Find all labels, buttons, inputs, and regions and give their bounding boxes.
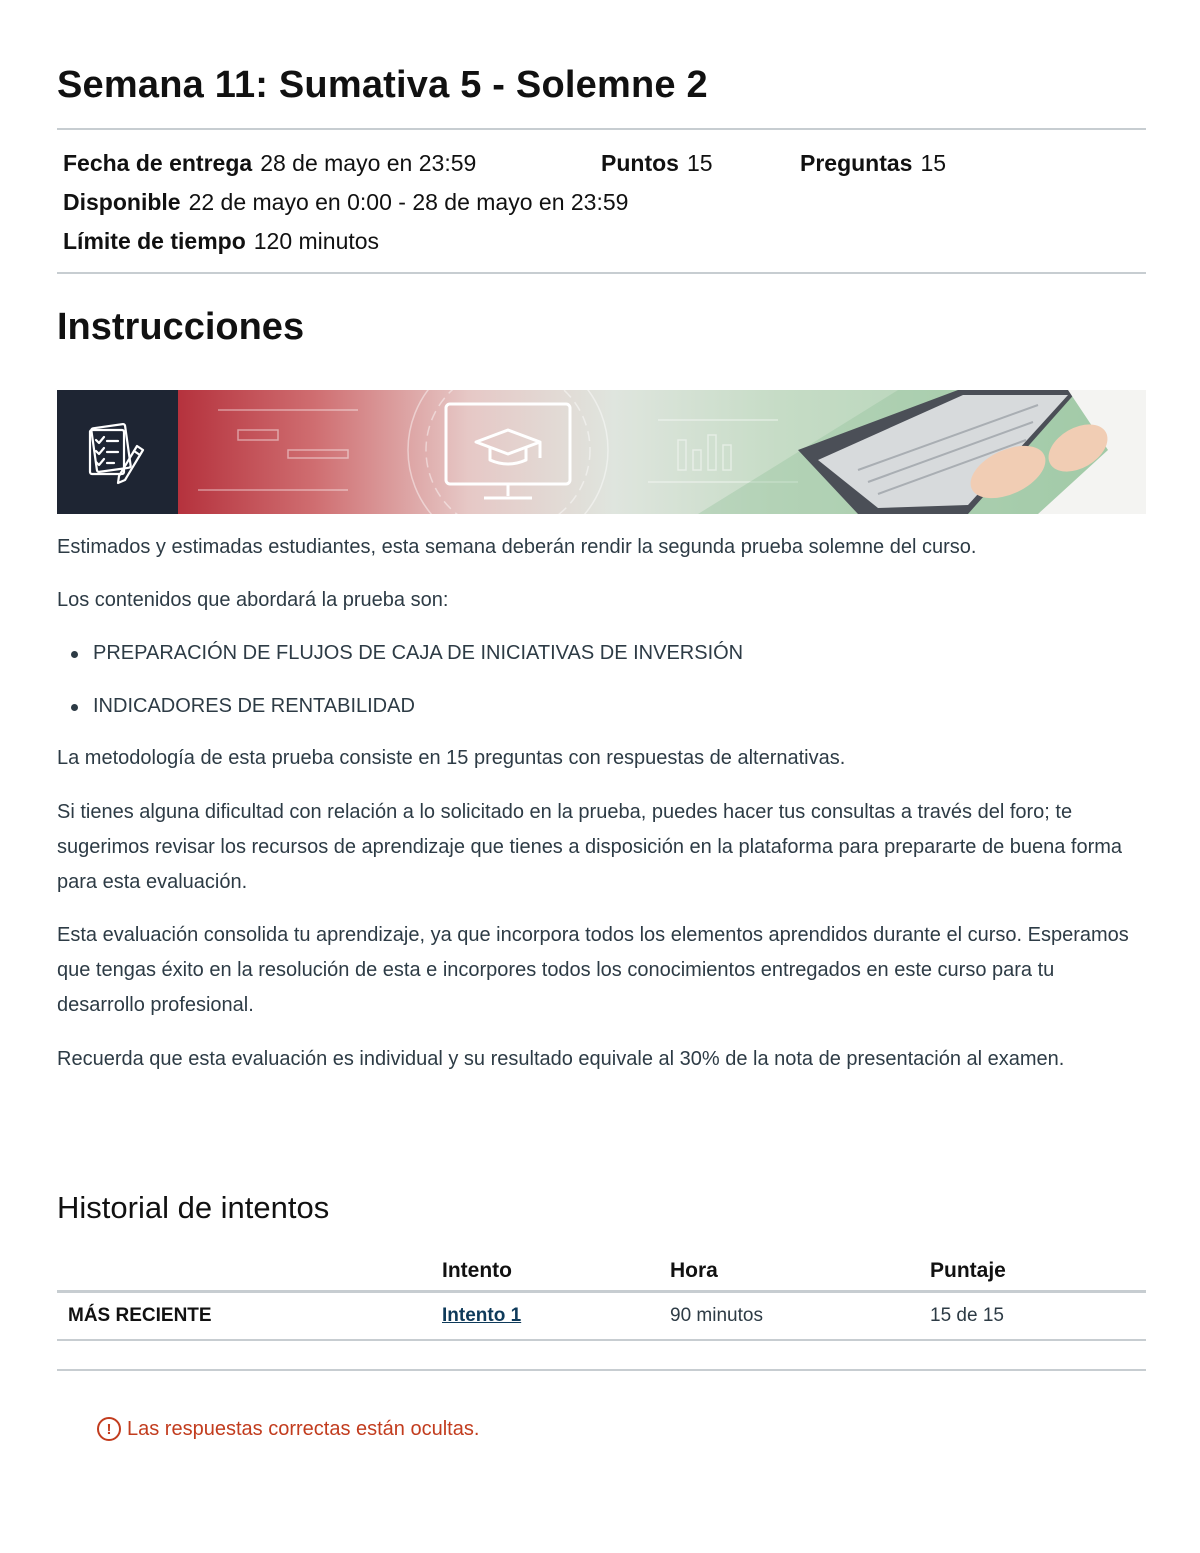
title-divider (57, 128, 1146, 130)
table-header-row (57, 1252, 1146, 1292)
weight-text: Recuerda que esta evaluación es individual y su resultado equivale al 30% de la nota de presentación al examen. (57, 1048, 1065, 1070)
table-row (57, 1292, 1146, 1341)
bullet-icon (71, 704, 78, 711)
questions-value: 15 (920, 150, 947, 176)
questions-label: Preguntas (800, 150, 913, 176)
due-label: Fecha de entrega (63, 150, 253, 176)
attempt-history-table (57, 1252, 1146, 1341)
list-item: PREPARACIÓN DE FLUJOS DE CAJA DE INICIATIVAS DE INVERSIÓN (57, 640, 743, 693)
tech-circuit-pattern (198, 390, 798, 514)
due-value: 28 de mayo en 23:59 (260, 150, 477, 176)
instructions-banner (57, 390, 1146, 514)
topics-list (57, 640, 743, 746)
attempt-label: MÁS RECIENTE (57, 1292, 442, 1341)
consolidation-text: Esta evaluación consolida tu aprendizaje, ya que incorpora todos los elementos aprendidos durante el curso. Esperamos que tengas éxito en la resolución de esta e incorpores todos los conocimientos entregados en este curso para tu desarrollo profesional. (57, 924, 1129, 1016)
bullet-icon (71, 651, 78, 658)
list-item: INDICADORES DE RENTABILIDAD (57, 693, 743, 746)
instructions-heading: Instrucciones (57, 306, 305, 348)
exclamation-circle-icon: ! (97, 1417, 121, 1441)
contents-lead: Los contenidos que abordará la prueba son: (57, 589, 449, 611)
intro-text: Estimados y estimadas estudiantes, esta semana deberán rendir la segunda prueba solemne del curso. (57, 536, 977, 558)
notice-text: Las respuestas correctas están ocultas. (127, 1417, 480, 1440)
banner-background (178, 390, 1146, 514)
history-heading: Historial de intentos (57, 1190, 330, 1225)
available-label: Disponible (63, 189, 181, 215)
page-title: Semana 11: Sumativa 5 - Solemne 2 (57, 64, 708, 106)
points (601, 150, 713, 177)
points-value: 15 (686, 150, 713, 176)
laptop-hands-photo (698, 390, 1146, 514)
banner-icon-panel (57, 390, 178, 514)
methodology-text: La metodología de esta prueba consiste en 15 preguntas con respuestas de alternativas. (57, 747, 846, 769)
attempt-score: 15 de 15 (930, 1292, 1146, 1341)
questions (800, 150, 946, 177)
available-value: 22 de mayo en 0:00 - 28 de mayo en 23:59 (188, 189, 629, 215)
column-header: Intento (442, 1252, 670, 1292)
column-header (57, 1252, 442, 1292)
history-divider (57, 1369, 1146, 1371)
time-limit-value: 120 minutos (253, 228, 380, 254)
availability (63, 189, 628, 216)
attempt-link[interactable]: Intento 1 (442, 1305, 522, 1326)
hidden-answers-notice (97, 1417, 479, 1441)
attempt-time: 90 minutos (670, 1292, 930, 1341)
monitor-graduation-cap-icon (446, 404, 570, 498)
details-divider (57, 272, 1146, 274)
column-header: Hora (670, 1252, 930, 1292)
due-date (63, 150, 476, 177)
checklist-pencil-icon (57, 390, 178, 514)
time-limit-label: Límite de tiempo (63, 228, 246, 254)
points-label: Puntos (601, 150, 679, 176)
column-header: Puntaje (930, 1252, 1146, 1292)
help-text: Si tienes alguna dificultad con relación a lo solicitado en la prueba, puedes hacer tus consultas a través del foro; te sugerimos revisar los recursos de aprendizaje que tienes a disposición en la plataforma para prepararte de buena forma para esta evaluación. (57, 801, 1123, 893)
time-limit (63, 228, 379, 255)
attempt-cell (442, 1292, 670, 1341)
